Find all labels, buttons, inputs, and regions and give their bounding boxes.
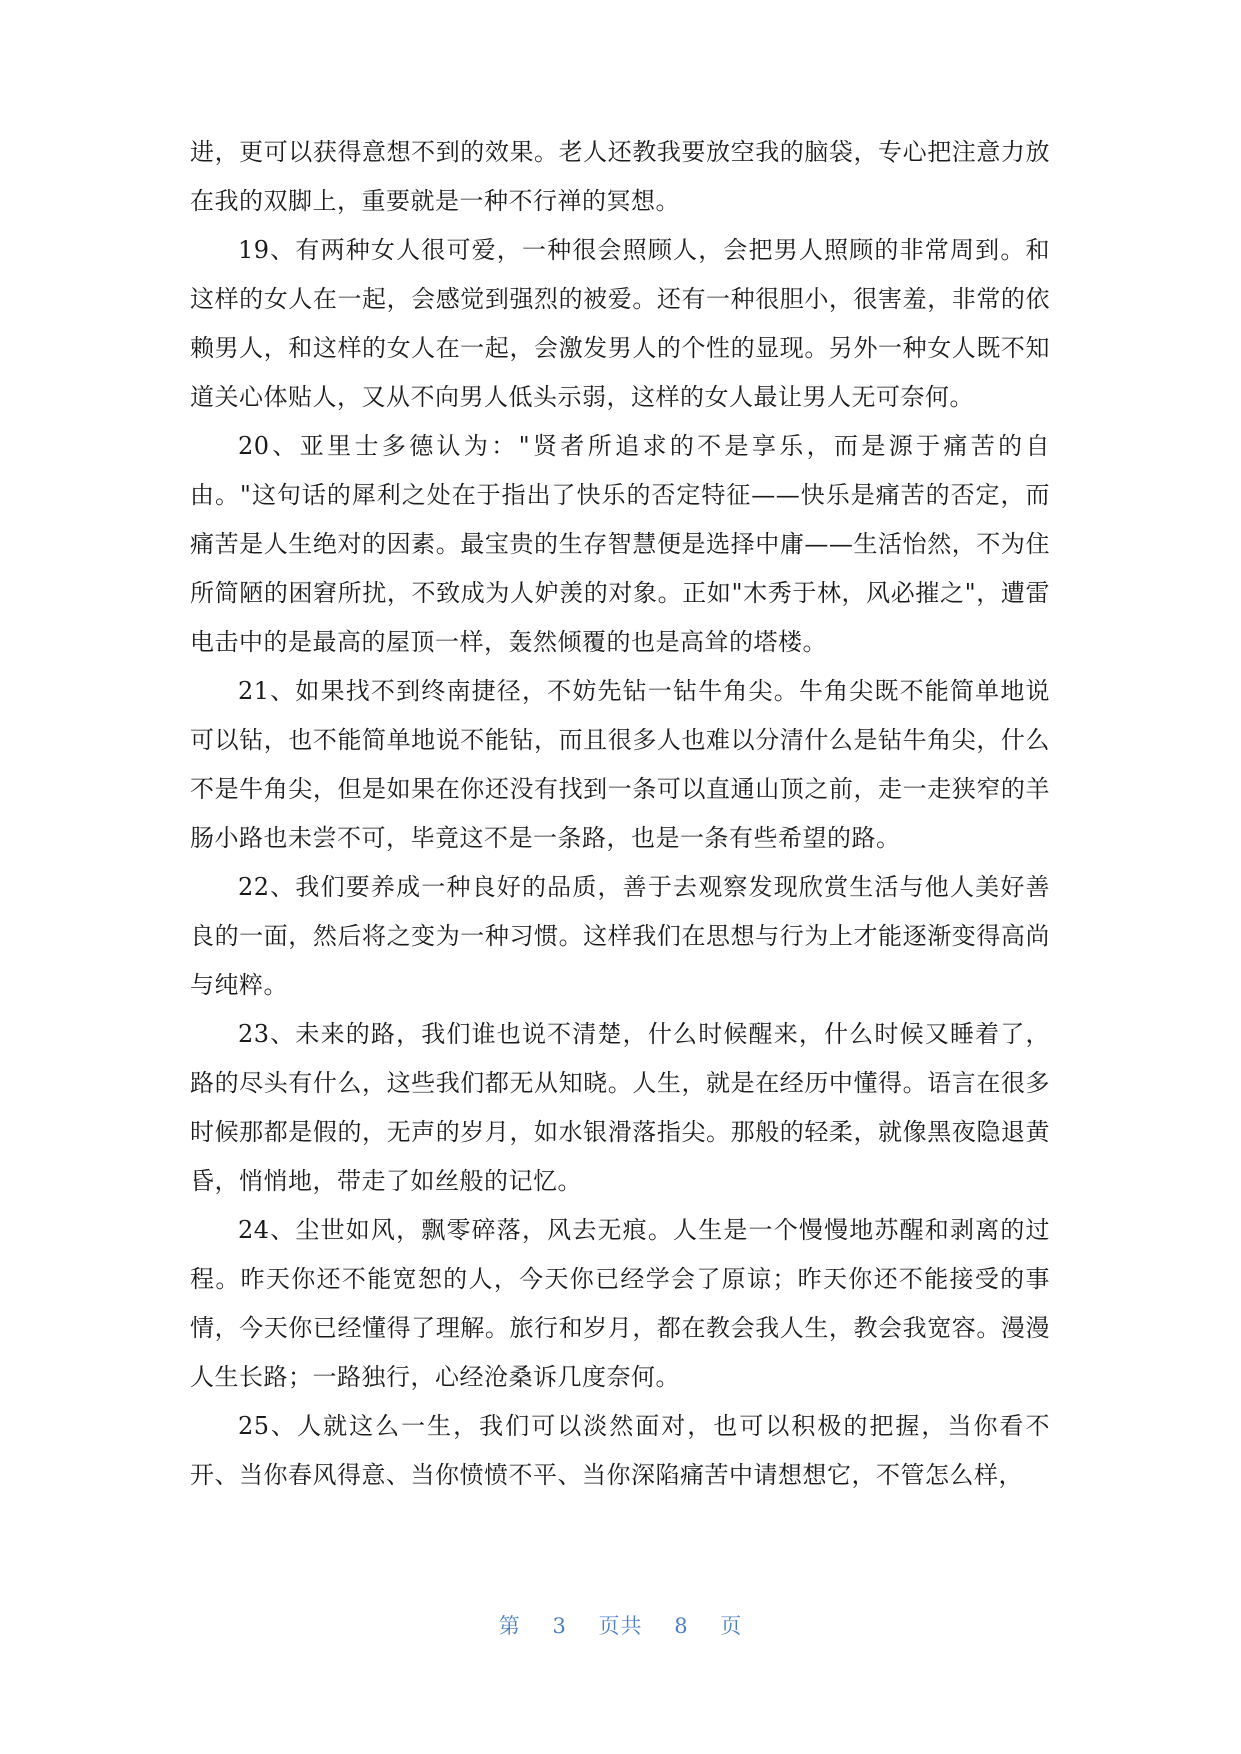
paragraph-21: 21、如果找不到终南捷径，不妨先钻一钻牛角尖。牛角尖既不能简单地说可以钻，也不能简单地说不能钻，而且很多人也难以分清什么是钻牛角尖，什么不是牛角尖，但是如果在你还没有找到一条可以直通山顶之前，走一走狭窄的羊肠小路也未尝不可，毕竟这不是一条路，也是一条有些希望的路。: [190, 677, 1050, 852]
paragraph-23: 23、未来的路，我们谁也说不清楚，什么时候醒来，什么时候又睡着了，路的尽头有什么，这些我们都无从知晓。人生，就是在经历中懂得。语言在很多时候那都是假的，无声的岁月，如水银滑落指尖。那般的轻柔，就像黑夜隐退黄昏，悄悄地，带走了如丝般的记忆。: [190, 1020, 1050, 1195]
paragraph-22: 22、我们要养成一种良好的品质，善于去观察发现欣赏生活与他人美好善良的一面，然后将之变为一种习惯。这样我们在思想与行为上才能逐渐变得高尚与纯粹。: [190, 873, 1050, 999]
document-body: [190, 128, 1050, 1500]
footer-middle: 页共: [598, 1614, 643, 1638]
footer-current-page: 3: [552, 1614, 567, 1638]
footer-total-pages: 8: [674, 1614, 689, 1638]
footer-prefix: 第: [498, 1614, 521, 1638]
paragraph-20: 20、亚里士多德认为："贤者所追求的不是享乐，而是源于痛苦的自由。"这句话的犀利之处在于指出了快乐的否定特征——快乐是痛苦的否定，而痛苦是人生绝对的因素。最宝贵的生存智慧便是选择中庸——生活怡然，不为住所简陋的困窘所扰，不致成为人妒羡的对象。正如"木秀于林，风必摧之"，遭雷电击中的是最高的屋顶一样，轰然倾覆的也是高耸的塔楼。: [190, 432, 1050, 656]
paragraph-24: 24、尘世如风，飘零碎落，风去无痕。人生是一个慢慢地苏醒和剥离的过程。昨天你还不能宽恕的人，今天你已经学会了原谅；昨天你还不能接受的事情，今天你已经懂得了理解。旅行和岁月，都在教会我人生，教会我宽容。漫漫人生长路；一路独行，心经沧桑诉几度奈何。: [190, 1216, 1050, 1391]
paragraph-19: 19、有两种女人很可爱，一种很会照顾人，会把男人照顾的非常周到。和这样的女人在一起，会感觉到强烈的被爱。还有一种很胆小，很害羞，非常的依赖男人，和这样的女人在一起，会激发男人的个性的显现。另外一种女人既不知道关心体贴人，又从不向男人低头示弱，这样的女人最让男人无可奈何。: [190, 236, 1050, 411]
paragraph-25: 25、人就这么一生，我们可以淡然面对，也可以积极的把握，当你看不开、当你春风得意、当你愤愤不平、当你深陷痛苦中请想想它，不管怎么样，: [190, 1412, 1050, 1489]
page-number-footer: [0, 1610, 1241, 1640]
footer-suffix: 页: [720, 1614, 743, 1638]
paragraph-continuation: 进，更可以获得意想不到的效果。老人还教我要放空我的脑袋，专心把注意力放在我的双脚上，重要就是一种不行禅的冥想。: [190, 138, 1050, 215]
